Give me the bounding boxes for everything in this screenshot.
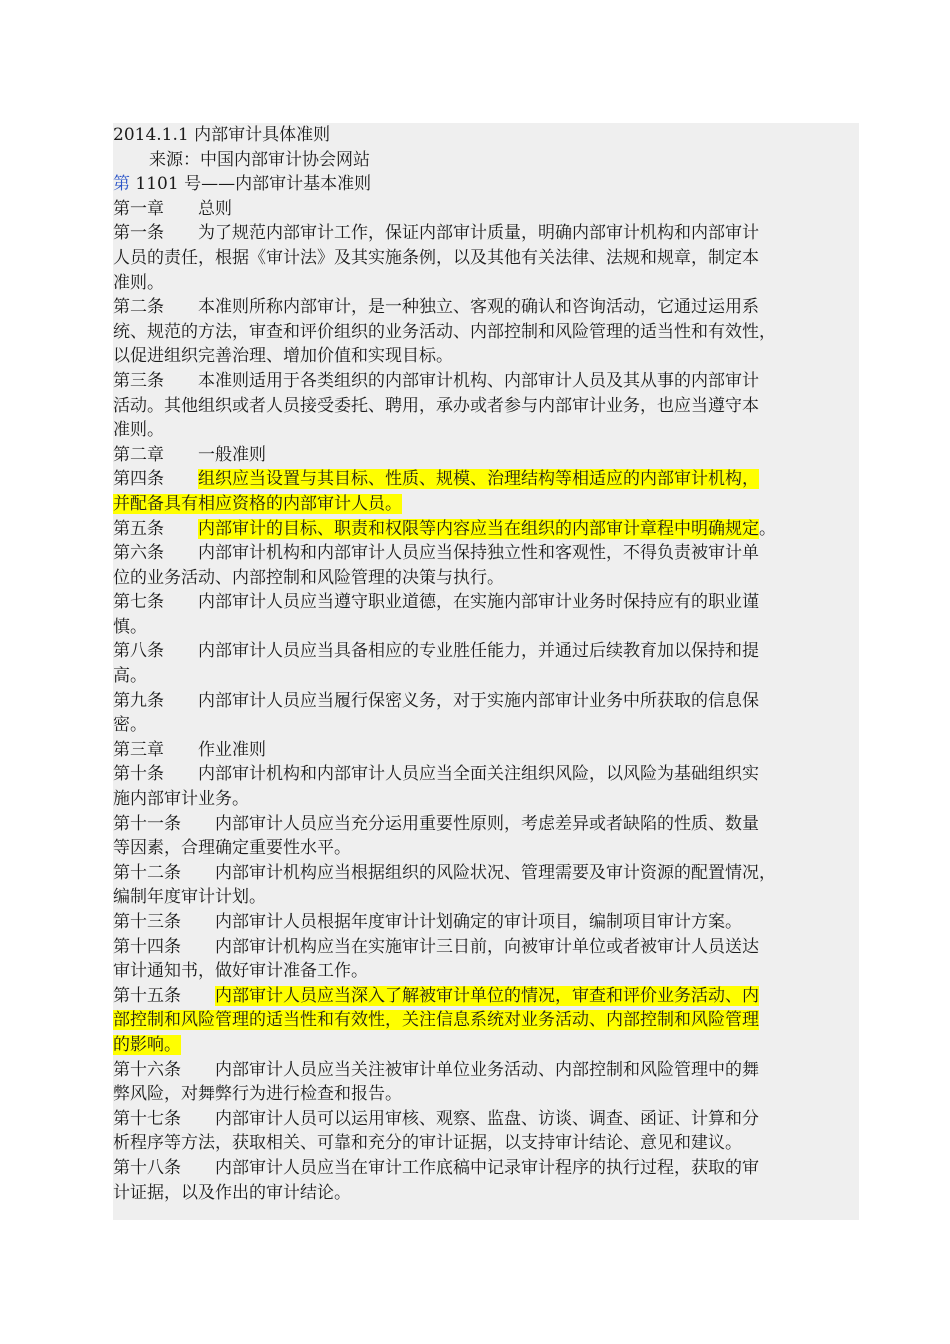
article-14-line-1: 第十四条 内部审计机构应当在实施审计三日前，向被审计单位或者被审计人员送达 <box>113 936 759 957</box>
article-5-label: 第五条 <box>113 518 198 539</box>
article-5-line-1 <box>113 517 859 542</box>
chapter-3-heading: 第三章 作业准则 <box>113 739 266 760</box>
article-9-line-1: 第九条 内部审计人员应当履行保密义务，对于实施内部审计业务中所获取的信息保 <box>113 690 759 711</box>
article-4-line-2 <box>113 492 859 517</box>
article-16-line-2: 弊风险，对舞弊行为进行检查和报告。 <box>113 1084 402 1105</box>
article-17-line-2: 析程序等方法，获取相关、可靠和充分的审计证据，以支持审计结论、意见和建议。 <box>113 1133 742 1154</box>
standard-title <box>113 172 859 197</box>
article-4-highlight-1: 组织应当设置与其目标、性质、规模、治理结构等相适应的内部审计机构， <box>198 469 759 490</box>
article-8-line-2: 高。 <box>113 666 147 687</box>
article-15-line-3 <box>113 1033 859 1058</box>
article-11-line-2: 等因素，合理确定重要性水平。 <box>113 838 351 859</box>
article-5-highlight: 内部审计的目标、职责和权限等内容应当在组织的内部审计章程中明确规定 <box>198 518 759 539</box>
article-7-line-2: 慎。 <box>113 616 147 637</box>
chapter-1-heading: 第一章 总则 <box>113 198 232 219</box>
article-15-highlight-3: 的影响。 <box>113 1034 181 1055</box>
article-1-line-1: 第一条 为了规范内部审计工作，保证内部审计质量，明确内部审计机构和内部审计 <box>113 223 759 244</box>
article-15-line-1 <box>113 984 859 1009</box>
source-line: 来源：中国内部审计协会网站 <box>149 149 370 170</box>
article-10-line-2: 施内部审计业务。 <box>113 789 249 810</box>
article-18-line-1: 第十八条 内部审计人员应当在审计工作底稿中记录审计程序的执行过程，获取的审 <box>113 1157 759 1178</box>
article-15-label: 第十五条 <box>113 985 215 1006</box>
article-2-line-3: 以促进组织完善治理、增加价值和实现目标。 <box>113 346 453 367</box>
chapter-2-heading: 第二章 一般准则 <box>113 444 266 465</box>
article-7-line-1: 第七条 内部审计人员应当遵守职业道德，在实施内部审计业务时保持应有的职业谨 <box>113 592 759 613</box>
article-3-line-1: 第三条 本准则适用于各类组织的内部审计机构、内部审计人员及其从事的内部审计 <box>113 370 759 391</box>
article-13-line-1: 第十三条 内部审计人员根据年度审计计划确定的审计项目，编制项目审计方案。 <box>113 912 742 932</box>
article-15-highlight-1: 内部审计人员应当深入了解被审计单位的情况，审查和评价业务活动、内 <box>215 985 759 1006</box>
article-2-line-1: 第二条 本准则所称内部审计，是一种独立、客观的确认和咨询活动，它通过运用系 <box>113 297 759 318</box>
article-5-end: 。 <box>759 518 776 539</box>
standard-title-text: 1101 号——内部审计基本准则 <box>130 174 372 195</box>
article-9-line-2: 密。 <box>113 715 147 736</box>
article-4-highlight-2: 并配备具有相应资格的内部审计人员。 <box>113 493 402 514</box>
document-body <box>113 123 859 1220</box>
article-12-line-2: 编制年度审计计划。 <box>113 887 266 908</box>
article-15-line-2 <box>113 1008 859 1033</box>
article-1-line-2: 人员的责任，根据《审计法》及其实施条例，以及其他有关法律、法规和规章，制定本 <box>113 247 759 268</box>
article-6-line-2: 位的业务活动、内部控制和风险管理的决策与执行。 <box>113 567 504 588</box>
article-12-line-1: 第十二条 内部审计机构应当根据组织的风险状况、管理需要及审计资源的配置情况， <box>113 862 776 883</box>
article-16-line-1: 第十六条 内部审计人员应当关注被审计单位业务活动、内部控制和风险管理中的舞 <box>113 1059 759 1080</box>
article-17-line-1: 第十七条 内部审计人员可以运用审核、观察、监盘、访谈、调查、函证、计算和分 <box>113 1108 759 1129</box>
article-4-line-1 <box>113 467 859 492</box>
article-11-line-1: 第十一条 内部审计人员应当充分运用重要性原则，考虑差异或者缺陷的性质、数量 <box>113 813 759 834</box>
article-14-line-2: 审计通知书，做好审计准备工作。 <box>113 961 368 982</box>
article-8-line-1: 第八条 内部审计人员应当具备相应的专业胜任能力，并通过后续教育加以保持和提 <box>113 641 759 662</box>
article-2-line-2: 统、规范的方法，审查和评价组织的业务活动、内部控制和风险管理的适当性和有效性， <box>113 321 776 342</box>
article-3-line-3: 准则。 <box>113 420 164 441</box>
article-18-line-2: 计证据，以及作出的审计结论。 <box>113 1182 351 1203</box>
article-6-line-1: 第六条 内部审计机构和内部审计人员应当保持独立性和客观性，不得负责被审计单 <box>113 543 759 564</box>
article-3-line-2: 活动。其他组织或者人员接受委托、聘用，承办或者参与内部审计业务，也应当遵守本 <box>113 395 759 416</box>
article-10-line-1: 第十条 内部审计机构和内部审计人员应当全面关注组织风险，以风险为基础组织实 <box>113 764 759 785</box>
article-1-line-3: 准则。 <box>113 272 164 293</box>
date-title: 2014.1.1 内部审计具体准则 <box>113 125 331 145</box>
standard-title-link[interactable]: 第 <box>113 174 130 195</box>
article-4-label: 第四条 <box>113 469 198 490</box>
article-15-highlight-2: 部控制和风险管理的适当性和有效性，关注信息系统对业务活动、内部控制和风险管理 <box>113 1010 759 1031</box>
